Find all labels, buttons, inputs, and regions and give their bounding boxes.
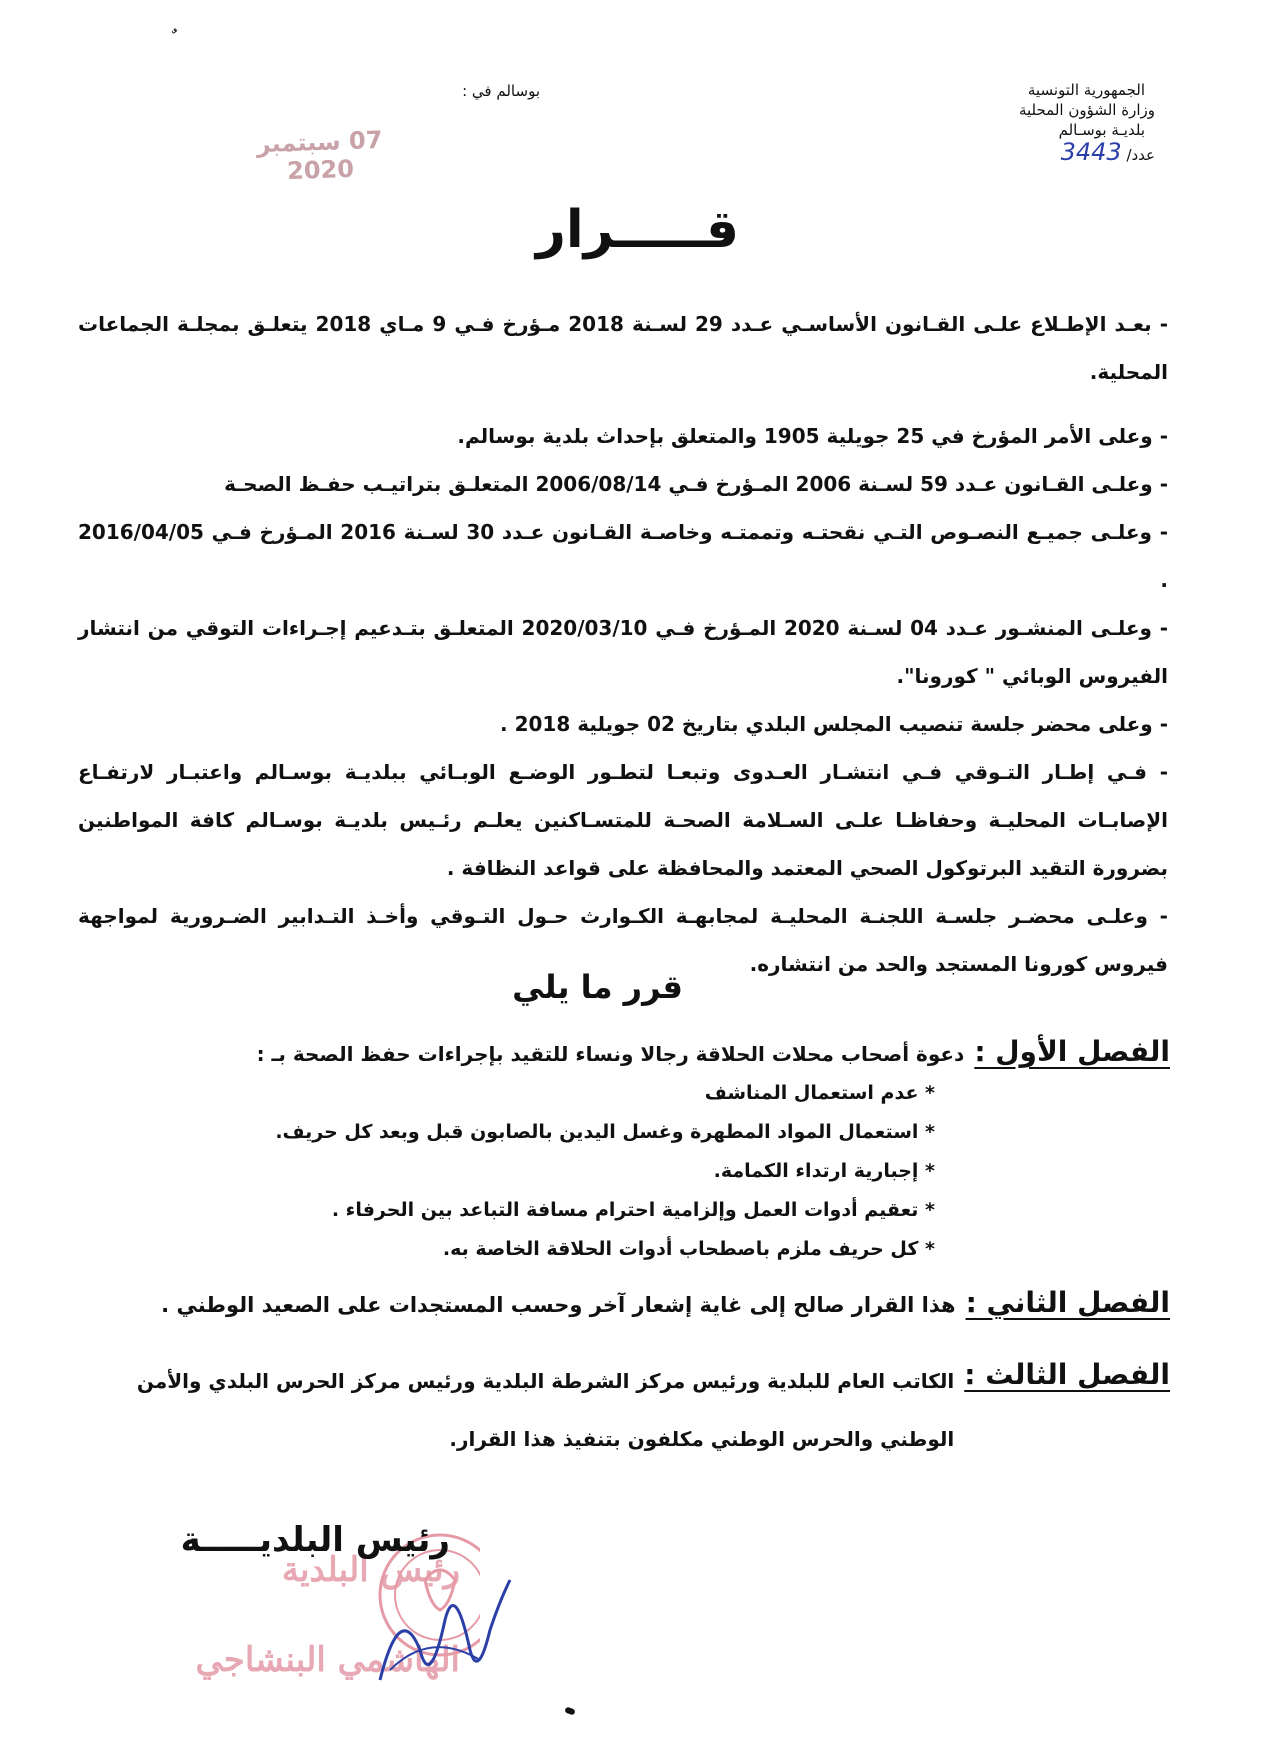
list-item: * إجبارية ارتداء الكمامة.	[110, 1152, 935, 1191]
list-item: * عدم استعمال المناشف	[110, 1074, 935, 1113]
preamble-clause: - وعلـى القـانون عـدد 59 لسـنة 2006 المـؤرخ فـي 2006/08/14 المتعلـق بتراتيـب حفـظ الصحـة	[224, 472, 1168, 496]
preamble-clause: - وعلـى المنشـور عـدد 04 لسـنة 2020 المـؤرخ فـي 2020/03/10 المتعلـق بتـدعيم إجـراءات التوقي من انتشار الفيروس الوبائي " كورونا".	[78, 616, 1168, 688]
chapter-second-label: الفصل الثاني :	[965, 1286, 1170, 1319]
preamble-clause: - وعلى محضر جلسة تنصيب المجلس البلدي بتاريخ 02 جويلية 2018 .	[500, 712, 1168, 736]
ministry-name: وزارة الشؤون المحلية	[1018, 101, 1155, 119]
preamble-clause: - وعلى الأمر المؤرخ في 25 جويلية 1905 والمتعلق بإحداث بلدية بوسالم.	[457, 424, 1168, 448]
handwritten-signature	[360, 1560, 520, 1700]
decision-heading: قرر ما يلي	[512, 968, 683, 1006]
place-date-label: بوسالم في :	[462, 82, 540, 100]
preamble-clause: - وعلـى جميـع النصـوص التـي نقحتـه وتممتـه وخاصـة القـانون عـدد 30 لسـنة 2016 المـؤرخ فـي 2016/04/05 .	[78, 520, 1168, 592]
reference-prefix: عدد/	[1126, 146, 1155, 164]
document-title: قـــــرار	[535, 200, 740, 260]
chapter-third-label: الفصل الثالث :	[964, 1358, 1170, 1391]
letterhead	[895, 80, 1155, 165]
chapter-second-text: هذا القرار صالح إلى غاية إشعار آخر وحسب المستجدات على الصعيد الوطني .	[161, 1293, 956, 1317]
chapter-first-label: الفصل الأول :	[974, 1035, 1170, 1068]
stamp-line-name: الهاشمي البنشاجي	[195, 1640, 460, 1680]
republic-name: الجمهورية التونسية	[1027, 81, 1145, 99]
signatory-title: رئيس البلديـــــة	[180, 1520, 450, 1560]
preamble	[78, 300, 1168, 988]
municipality-name: بلديـة بوسـالم	[1058, 121, 1145, 139]
list-item: * تعقيم أدوات العمل وإلزامية احترام مسافة التباعد بين الحرفاء .	[110, 1191, 935, 1230]
date-stamp: 07 سبتمبر 2020	[256, 125, 383, 186]
stamp-line-title: رئيس البلدية	[281, 1550, 460, 1590]
hygiene-measures-list	[110, 1074, 935, 1269]
chapter-third-text: الكاتب العام للبلدية ورئيس مركز الشرطة البلدية ورئيس مركز الحرس البلدي والأمن الوطني والحرس الوطني مكلفون بتنفيذ هذا القرار.	[136, 1369, 955, 1451]
list-item: * استعمال المواد المطهرة وغسل اليدين بالصابون قبل وبعد كل حريف.	[110, 1113, 935, 1152]
chapter-first-text: دعوة أصحاب محلات الحلاقة رجالا ونساء للتقيد بإجراءات حفظ الصحة بـ :	[256, 1042, 965, 1066]
chapter-second	[110, 1286, 1170, 1323]
chapter-third	[95, 1358, 1170, 1468]
ink-mark	[564, 1706, 575, 1715]
preamble-clause: - وعلـى محضـر جلسـة اللجنـة المحليـة لمجابهـة الكـوارث حـول التـوقي وأخـذ التـدابير الضـرورية لمواجهة فيروس كورونا المستجد والحد من انتشاره.	[78, 904, 1168, 976]
preamble-clause: - بعـد الإطـلاع علـى القـانون الأساسـي عـدد 29 لسـنة 2018 مـؤرخ فـي 9 مـاي 2018 يتعلـق بمجلـة الجماعات المحلية.	[78, 312, 1168, 384]
reference-number	[895, 138, 1155, 166]
list-item: * كل حريف ملزم باصطحاب أدوات الحلاقة الخاصة به.	[110, 1230, 935, 1269]
reference-handwritten-number: 3443	[1060, 138, 1122, 166]
chapter-first	[110, 1035, 1170, 1269]
preamble-clause: - فـي إطـار التـوقي فـي انتشـار العـدوى وتبعـا لتطـور الوضـع الوبـائي ببلديـة بوسـالم واعتبـار لارتفـاع الإصابـات المحليـة وحفاظـا علـى السـلامة الصحـة للمتسـاكنين يعلـم رئـيس بلديـة بوسـالم كافة المواطنين بضرورة التقيد البرتوكول الصحي المعتمد والمحافظة على قواعد النظافة .	[78, 760, 1168, 880]
